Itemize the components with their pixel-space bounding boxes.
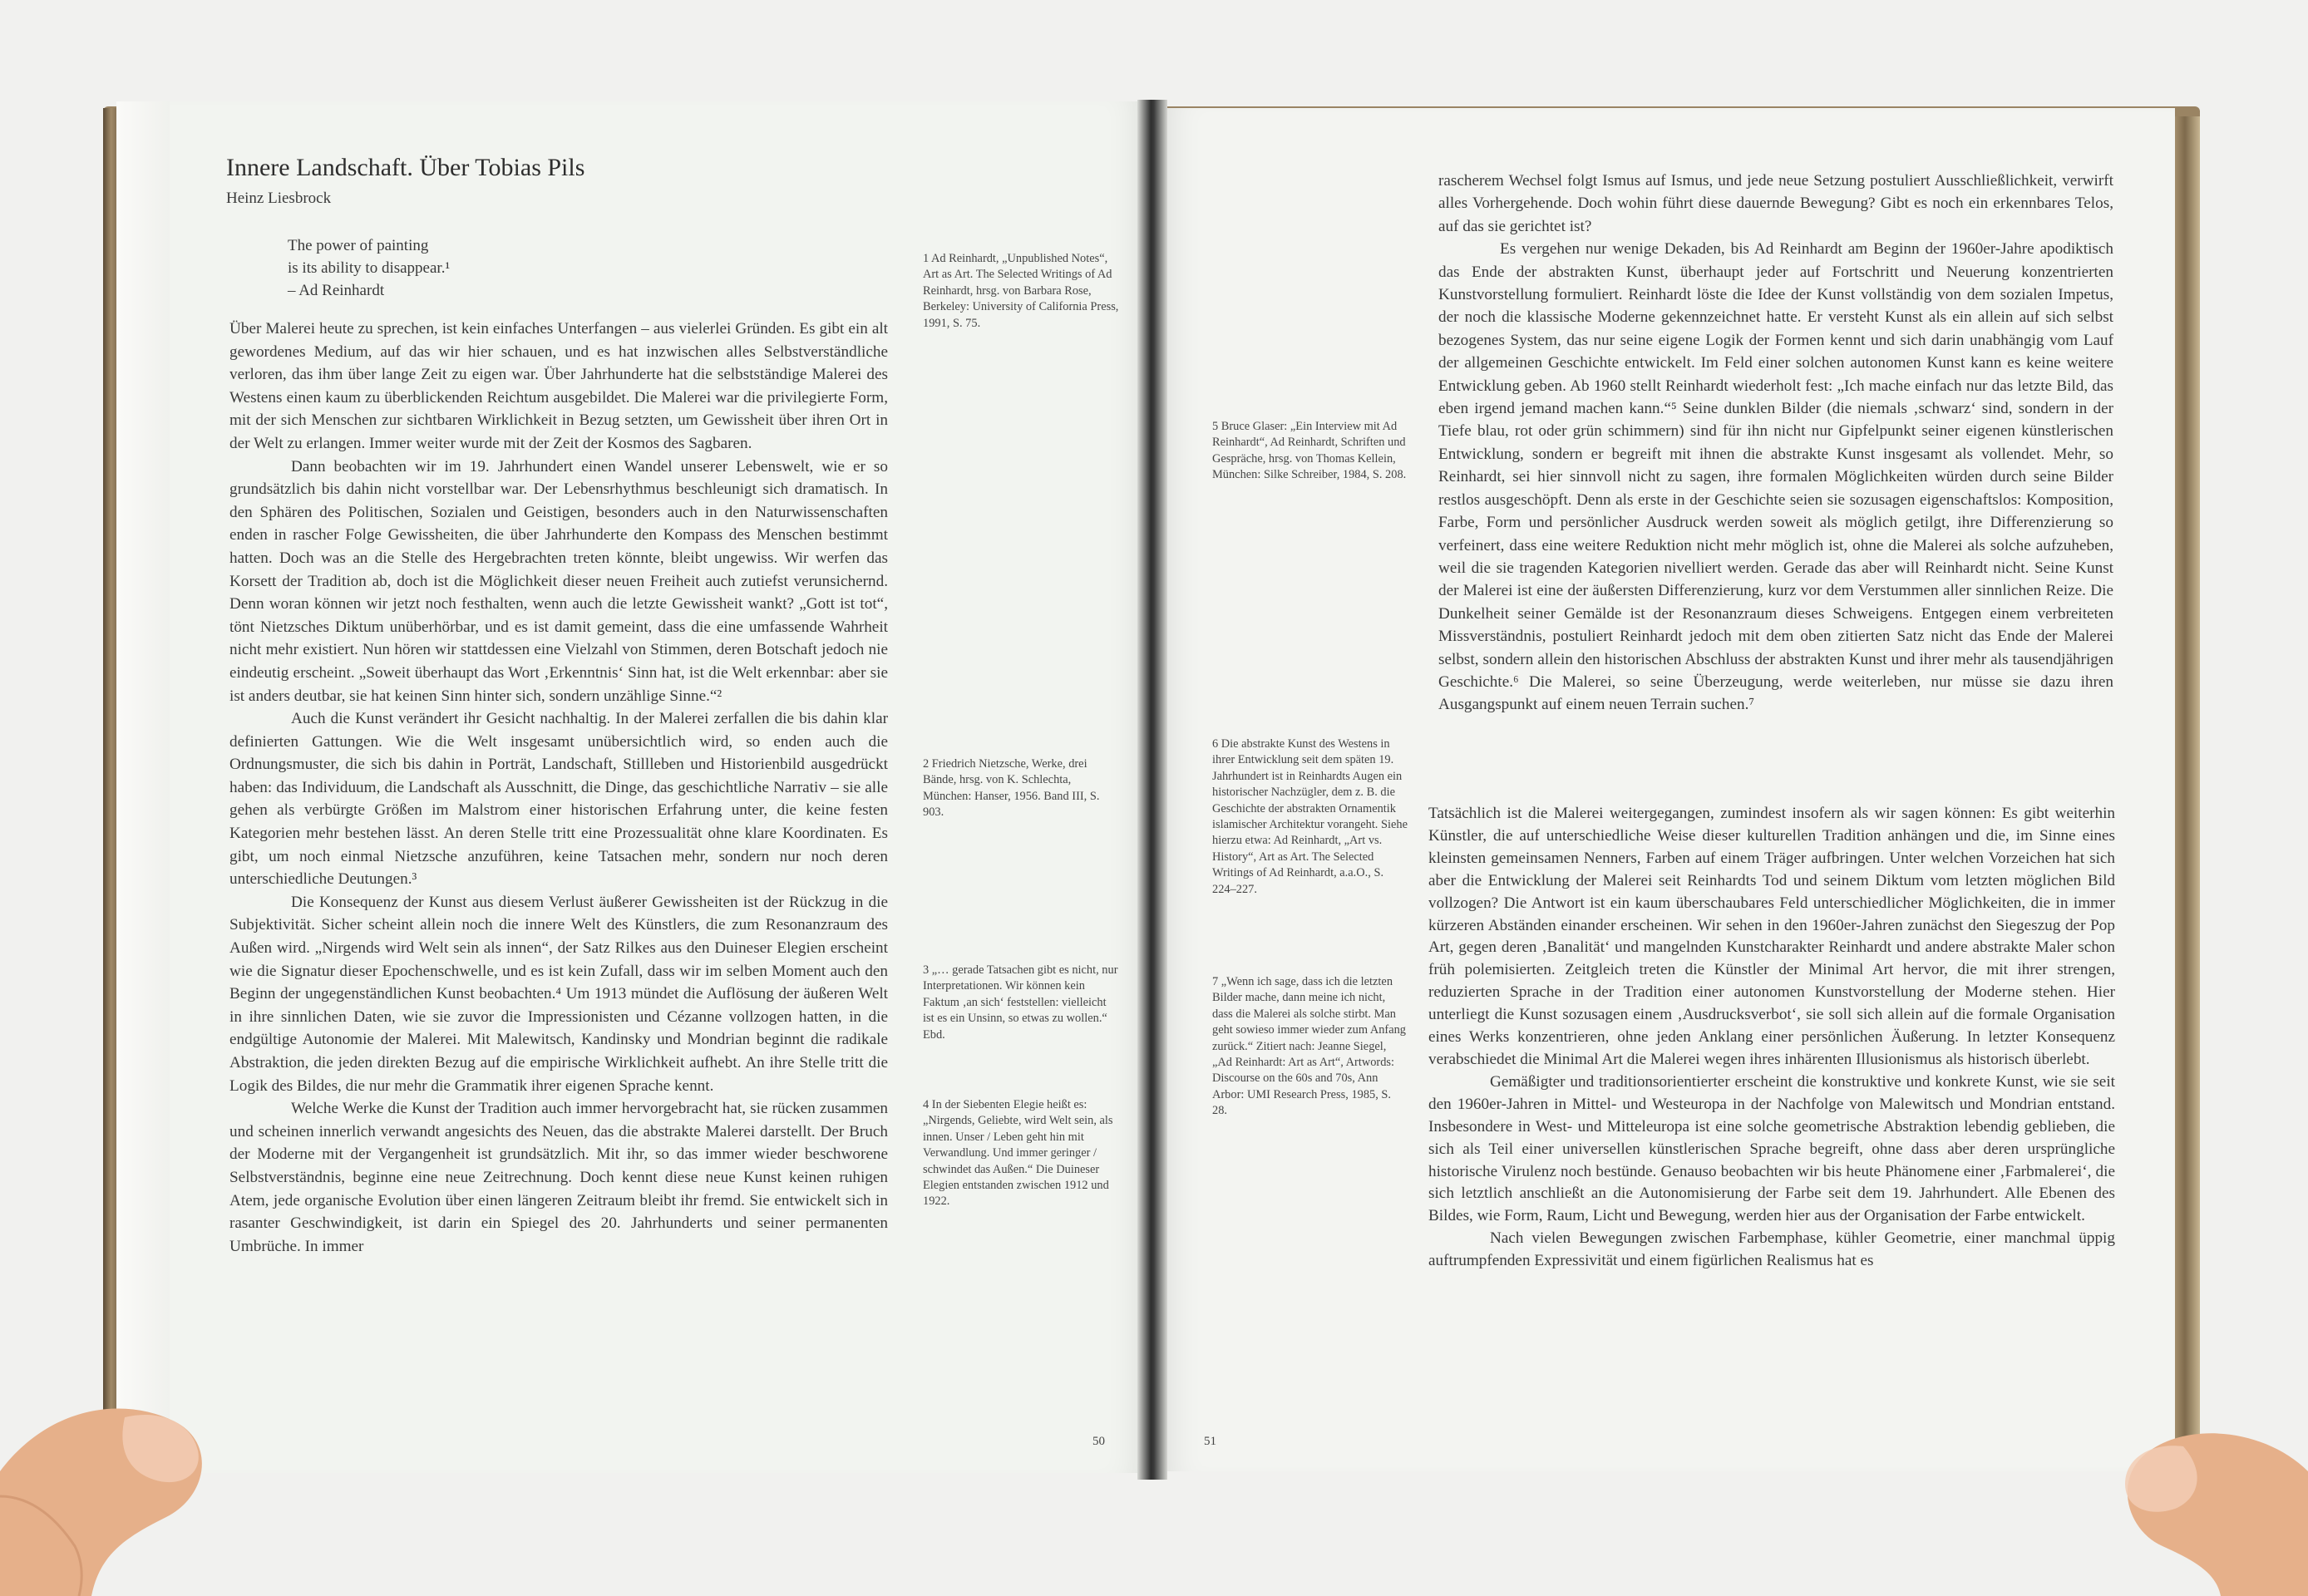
body-paragraph: Auch die Kunst verändert ihr Gesicht nachhaltig. In der Malerei zerfallen die bis dahin klar definierten Gattungen. Wie die Welt insgesamt unübersichtlich wird, so enden auch die Ordnungsmuster, die sich bis dahin in Porträt, Landschaft, Stillleben und Historienbild ausgedrückt haben: das Individuum, die Landschaft als Ausschnitt, die Dinge, das geschichtliche Narrativ – sie alle gehen als verbürgte Größen im Malstrom einer historischen Erfahrung unter, die keine festen Kategorien mehr bestehen lässt. An deren Stelle tritt eine Prozessualität ohne klare Koordinaten. Es gibt, um noch einmal Nietzsche anzuführen, keine Tatsachen mehr, sondern nur noch deren unterschiedliche Deutungen.³ xyxy=(229,710,888,889)
body-paragraph: Tatsächlich ist die Malerei weitergegangen, zumindest insofern als wir sagen können: Es gibt weiterhin Künstler, die auf unterschiedliche Weise dieser kulturellen Tradition anhängen und die, im Sinne eines kleinsten gemeinsamen Nenners, Farben auf einem Träger aufbringen. Unter welchen Vorzeichen hat sich aber die Entwicklung der Malerei seit Reinhardts Tod und seinem Diktum vom letzten möglichen Bild vollzogen? Die Antwort ist ein kaum überschaubares Feld unterschiedlicher Möglichkeiten, die in immer kürzeren Abständen einander erscheinen. Wir sehen in den 1960er-Jahren zunächst den Siegeszug der Pop Art, gegen deren ‚Banalität‘ und mangelnden Kunstcharakter Reinhardt und andere abstrakte Maler schon früh polemisierten. Zeitgleich treten die Künstler der Minimal Art hervor, die mit ihrer strengen, reduzierten Sprache in der Tradition einer autonomen Kunstvorstellung der Moderne stehen. Hier unterliegt die Kunst sozusagen einem ‚Ausdrucksverbot‘, sie soll sich allein auf die formale Organisation eines Werks konzentrieren, ohne jeden Anklang einer persönlichen Äußerung. In letzter Konsequenz verabschiedet die Minimal Art die Malerei wegen ihres inhärenten Illusionismus als historisch überlebt. xyxy=(1428,805,2115,1068)
epigraph-line: is its ability to disappear.¹ xyxy=(288,259,451,277)
left-thumb-icon xyxy=(0,1372,249,1596)
epigraph xyxy=(288,234,787,302)
page-number: 51 xyxy=(1204,1435,1216,1448)
page-number: 50 xyxy=(1092,1435,1105,1448)
right-body-text-top xyxy=(1438,170,2113,717)
article-title: Innere Landschaft. Über Tobias Pils xyxy=(226,154,585,181)
epigraph-line: The power of painting xyxy=(288,237,429,254)
footnote: 4 In der Siebenten Elegie heißt es: „Nirgends, Geliebte, wird Welt sein, als innen. Unser / Leben geht hin mit Verwandlung. Und immer geringer / schwindet das Außen.“ Die Duineser Elegien entstanden zwischen 1912 und 1922. xyxy=(923,1098,1113,1209)
book-gutter xyxy=(1137,100,1167,1480)
right-body-text-bottom xyxy=(1428,803,2115,1273)
right-thumb-icon xyxy=(2084,1405,2308,1596)
body-paragraph: Über Malerei heute zu sprechen, ist kein einfaches Unterfangen – aus vielerlei Gründen. Es gibt ein alt gewordenes Medium, auf das wir hier schauen, und es hat inzwischen alles Selbstverständliche verloren, das ihm über lange Zeit zu eigen war. Über Jahrhunderte hat die selbstständige Malerei des Westens einen kaum zu überblickenden Reichtum ausgebildet. Die Malerei war die privilegierte Form, mit der sich Menschen zur sichtbaren Wirklichkeit in Bezug setzten, um Gewissheit über ihren Ort in der Welt zu erlangen. Immer weiter wurde mit der Zeit der Kosmos des Sagbaren. xyxy=(229,320,888,452)
epigraph-attribution: – Ad Reinhardt xyxy=(288,282,385,299)
footnote: 7 „Wenn ich sage, dass ich die letzten Bilder mache, dann meine ich nicht, dass die Malerei als solche stirbt. Man geht sowieso immer wieder zum Anfang zurück.“ Zitiert nach: Jeanne Siegel, „Ad Reinhardt: Art as Art“, Artwords: Discourse on the 60s and 70s, Ann Arbor: UMI Research Press, 1985, S. 28. xyxy=(1212,975,1406,1118)
footnote: 2 Friedrich Nietzsche, Werke, drei Bände, hrsg. von K. Schlechta, München: Hanser, 1956. Band III, S. 903. xyxy=(923,757,1100,820)
body-paragraph: rascherem Wechsel folgt Ismus auf Ismus, und jede neue Setzung postuliert Ausschließlichkeit, verwirft alles Vorhergehende. Doch wohin führt diese dauernde Bewegung? Gibt es noch ein erkennbares Telos, auf das sie gerichtet ist? xyxy=(1438,172,2113,235)
body-paragraph: Gemäßigter und traditionsorientierter erscheint die konstruktive und konkrete Kunst, wie sie seit den 1960er-Jahren in Mittel- und Westeuropa in der Nachfolge von Malewitsch und Mondrian entstand. Insbesondere in West- und Mitteleuropa ist eine solche geometrische Abstraktion lebendig geblieben, die sich als Teil einer universellen künstlerischen Sprache begreift, ohne dass aber deren ursprüngliche historische Virulenz noch bestünde. Genauso beobachten wir bis heute Phänomene einer ‚Farbmalerei‘, die sich letztlich anschließt an die Autonomisierung der Farbe seit dem 19. Jahrhundert. Alle Ebenen des Bildes, wie Form, Raum, Licht und Bewegung, werden hier aus der Organisation der Farbe entwickelt. xyxy=(1428,1072,2115,1225)
footnote: 5 Bruce Glaser: „Ein Interview mit Ad Reinhardt“, Ad Reinhardt, Schriften und Gespräche, hrsg. von Thomas Kellein, München: Silke Schreiber, 1984, S. 208. xyxy=(1212,420,1407,482)
body-paragraph: Es vergehen nur wenige Dekaden, bis Ad Reinhardt am Beginn der 1960er-Jahre apodiktisch das Ende der abstrakten Kunst, überhaupt jeder auf Fortschritt und Neuerung konzentrierten Kunstvorstellung formuliert. Reinhardt löste die Idee der Kunst vollständig von dem sozialen Impetus, der noch die klassische Moderne gekennzeichnet hatte. Er versteht Kunst als ein allein auf sich selbst bezogenes System, das nur seine eigene Logik der Formen kennt und sich darin unabhängig vom Lauf der allgemeinen Geschichte entwickelt. Im Feld einer solchen autonomen Kunst kann es keine weitere Entwicklung geben. Ab 1960 stellt Reinhardt wiederholt fest: „Ich mache einfach nur das letzte Bild, das eben irgend jemand machen kann.“⁵ Seine dunklen Bilder (die niemals ‚schwarz‘ sind, sondern in der Tiefe blau, rot oder grün schimmern) sind für ihn nicht nur Gipfelpunkt seiner eigenen künstlerischen Entwicklung, sondern er begreift mit ihnen die abstrakte Kunst insgesamt als vollendet. Mehr, so Reinhardt, sei hier sinnvoll nicht zu sagen, ihre formalen Möglichkeiten würden durch seine Bilder restlos ausgeschöpft. Denn als erste in der Geschichte seien sie sozusagen eigenschaftslos: Komposition, Farbe, Form und persönlicher Ausdruck werden soweit als möglich getilgt, ihre Differenzierung so verfeinert, dass eine weitere Reduktion nicht mehr möglich ist, ohne die Malerei als solche aufzuheben, weil die sie tragenden Kategorien nivelliert werden. Gerade das aber will Reinhardt nicht. Seine Kunst der Malerei ist eine der äußersten Differenzierung, kurz vor dem Verstummen aller sinnlichen Reize. Die Dunkelheit seiner Gemälde ist der Resonanzraum dieses Schweigens. Entgegen einem verbreiteten Missverständnis, postuliert Reinhardt jedoch mit dem oben zitierten Satz nicht das Ende der Malerei selbst, sondern allein den historischen Abschluss der abstrakten Kunst und ihrer mehr als tausendjährigen Geschichte.⁶ Die Malerei, so seine Überzeugung, werde weiterleben, nur müsse sie dazu ihren Ausgangspunkt auf einem neuen Terrain suchen.⁷ xyxy=(1438,240,2113,714)
footnote: 6 Die abstrakte Kunst des Westens in ihrer Entwicklung seit dem späten 19. Jahrhundert ist in Reinhardts Augen ein historischer Nachzügler, dem z. B. die Geschichte der abstrakten Ornamentik islamischer Architektur vorangeht. Siehe hierzu etwa: Ad Reinhardt, „Art vs. History“, Art as Art. The Selected Writings of Ad Reinhardt, a.a.O., S. 224–227. xyxy=(1212,737,1408,896)
body-paragraph: Welche Werke die Kunst der Tradition auch immer hervorgebracht hat, sie rücken zusammen und scheinen innerlich verwandt angesichts des Neuen, das die abstrakte Malerei darstellt. Der Bruch der Moderne mit der Vergangenheit ist grundsätzlich. Mit ihr, so das immer wieder beschworene Selbstverständnis, beginne eine neue Zeitrechnung. Doch kennt diese neue Kunst keinen ruhigen Atem, jede organische Evolution über einen längeren Zeitraum bleibt ihr fremd. Sie entwickelt sich in rasanter Geschwindigkeit, ist darin ein Spiegel des 20. Jahrhunderts und seiner permanenten Umbrüche. In immer xyxy=(229,1100,888,1255)
article-author: Heinz Liesbrock xyxy=(226,190,332,207)
left-page-edge xyxy=(116,101,170,1473)
body-paragraph: Nach vielen Bewegungen zwischen Farbemphase, kühler Geometrie, einer manchmal üppig auftrumpfenden Expressivität und einem figürlichen Realismus hat es xyxy=(1428,1229,2115,1270)
footnote: 3 „… gerade Tatsachen gibt es nicht, nur Interpretationen. Wir können kein Faktum ‚an sich‘ feststellen: vielleicht ist es ein Unsinn, so etwas zu wollen.“ Ebd. xyxy=(923,963,1118,1042)
left-body-text xyxy=(229,318,888,1258)
body-paragraph: Dann beobachten wir im 19. Jahrhundert einen Wandel unserer Lebenswelt, wie er so grundsätzlich bis dahin nicht vorstellbar war. Der Lebensrhythmus beschleunigt sich dramatisch. In den Sphären des Politischen, Sozialen und Geistigen, besonders auch in den Naturwissenschaften enden in rascher Folge Gewissheiten, die über Jahrhunderte den Kompass des Menschen bestimmt hatten. Doch was an die Stelle des Hergebrachten treten könnte, bleibt ungewiss. Wir werfen das Korsett der Tradition ab, doch ist die Möglichkeit dieser neuen Freiheit auch zutiefst verunsichernd. Denn woran können wir jetzt noch festhalten, wenn auch die letzte Gewissheit wankt? „Gott ist tot“, tönt Nietzsches Diktum unüberhörbar, und es ist damit gemeint, dass die eine umfassende Wahrheit nicht mehr existiert. Nun hören wir stattdessen eine Vielzahl von Stimmen, deren Botschaft jedoch nie eindeutig erscheint. „Soweit überhaupt das Wort ‚Erkenntnis‘ Sinn hat, ist die Welt erkennbar: aber sie ist anders deutbar, sie hat keinen Sinn hinter sich, sondern unzählige Sinne.“² xyxy=(229,457,888,705)
body-paragraph: Die Konsequenz der Kunst aus diesem Verlust äußerer Gewissheiten ist der Rückzug in die Subjektivität. Sicher scheint allein noch die innere Welt des Künstlers, die zum Resonanzraum des Außen wird. „Nirgends wird Welt sein als innen“, der Satz Rilkes aus den Duineser Elegien erscheint wie die Signatur dieser Epochenschwelle, und es ist kein Zufall, dass wir im selben Moment auch den Beginn der ungegenständlichen Kunst beobachten.⁴ Um 1913 mündet die Auflösung der äußeren Welt in ihre sinnlichen Daten, wie sie zuvor die Impressionisten und Cézanne vollzogen hatten, in die endgültige Autonomie der Malerei. Mit Malewitsch, Kandinsky und Mondrian beginnt die radikale Abstraktion, die jeden direkten Bezug auf die empirische Wirklichkeit aufhebt. An ihre Stelle tritt die Logik des Bildes, die nur mehr die Grammatik ihrer eigenen Sprache kennt. xyxy=(229,893,888,1095)
footnote: 1 Ad Reinhardt, „Unpublished Notes“, Art as Art. The Selected Writings of Ad Reinhardt, hrsg. von Barbara Rose, Berkeley: University of California Press, 1991, S. 75. xyxy=(923,252,1119,330)
